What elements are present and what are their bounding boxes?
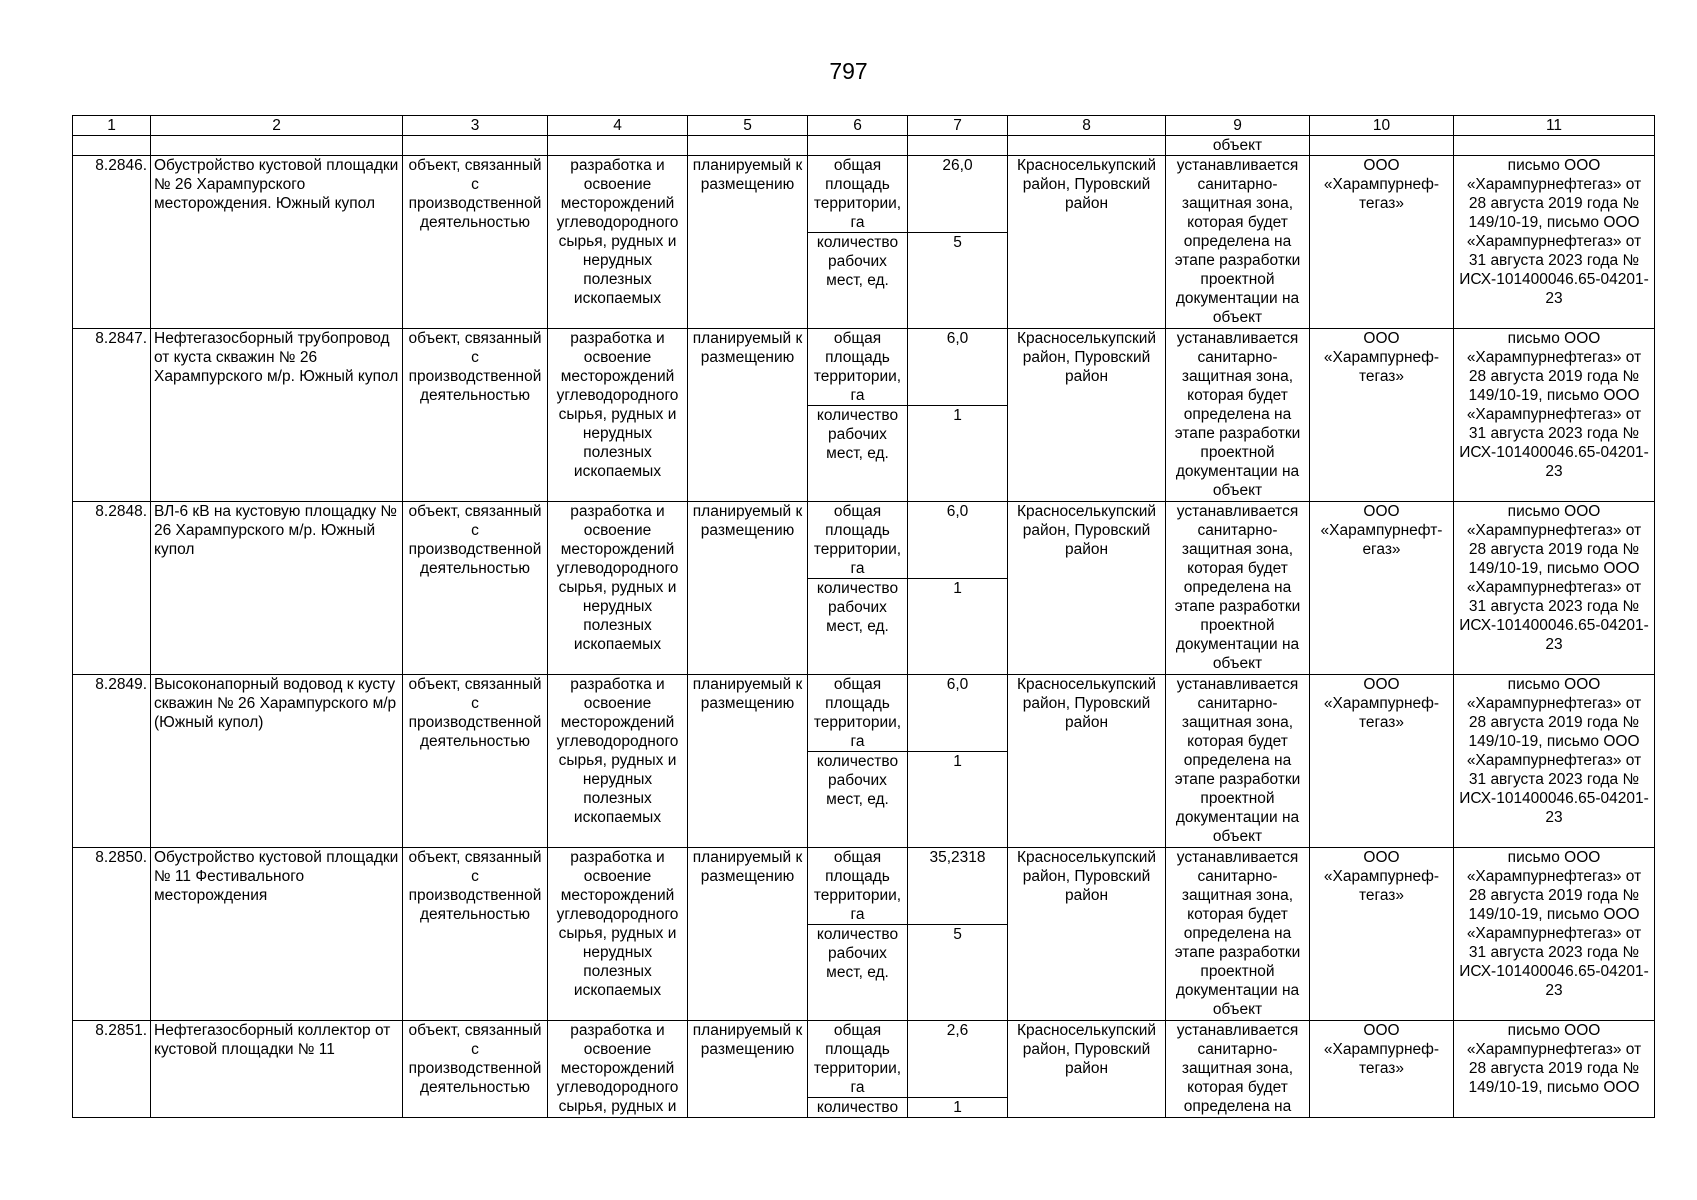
parameter-name: общая площадь территории, га — [808, 1021, 908, 1098]
object-purpose: разработка и освоение месторождений углеводородного сырья, рудных и нерудных полезных ископаемых — [548, 156, 688, 329]
zone-description: устанавливается санитарно-защитная зона, которая будет определена на — [1166, 1021, 1310, 1118]
zone-description: устанавливается санитарно-защитная зона, которая будет определена на этапе разработки проектной документации на объект — [1166, 156, 1310, 329]
object-location: Красноселькупский район, Пуровский район — [1008, 502, 1166, 675]
parameter-value: 1 — [908, 579, 1008, 675]
parameter-name: общая площадь территории, га — [808, 848, 908, 925]
object-name: Нефтегазосборный трубопровод от куста скважин № 26 Харампурского м/р. Южный купол — [151, 329, 403, 502]
object-location: Красноселькупский район, Пуровский район — [1008, 156, 1166, 329]
zone-description: устанавливается санитарно-защитная зона, которая будет определена на этапе разработки проектной документации на объект — [1166, 502, 1310, 675]
parameter-value: 6,0 — [908, 502, 1008, 579]
basis-document: письмо ООО «Харампурнефтегаз» от 28 августа 2019 года № 149/10-19, письмо ООО — [1454, 1021, 1655, 1118]
parameter-value: 6,0 — [908, 329, 1008, 406]
parameter-value: 5 — [908, 925, 1008, 1021]
row-number: 8.2847. — [73, 329, 151, 502]
parameter-name: общая площадь территории, га — [808, 329, 908, 406]
object-name: Нефтегазосборный коллектор от кустовой площадки № 11 — [151, 1021, 403, 1118]
column-number: 7 — [908, 116, 1008, 136]
parameter-value: 5 — [908, 233, 1008, 329]
object-name: Обустройство кустовой площадки № 11 Фестивального месторождения — [151, 848, 403, 1021]
basis-document: письмо ООО «Харампурнефтегаз» от 28 августа 2019 года № 149/10-19, письмо ООО «Харампурнефтегаз» от 31 августа 2023 года № ИСХ-101400046.65-04201-23 — [1454, 848, 1655, 1021]
object-name: Высоконапорный водовод к кусту скважин № 26 Харампурского м/р (Южный купол) — [151, 675, 403, 848]
row-number: 8.2850. — [73, 848, 151, 1021]
parameter-name: количество рабочих мест, ед. — [808, 752, 908, 848]
column-number: 2 — [151, 116, 403, 136]
table-row — [73, 675, 1655, 752]
table-rows — [73, 156, 1655, 1118]
object-status: планируемый к размещению — [688, 329, 808, 502]
basis-document: письмо ООО «Харампурнефтегаз» от 28 августа 2019 года № 149/10-19, письмо ООО «Харампурнефтегаз» от 31 августа 2023 года № ИСХ-101400046.65-04201-23 — [1454, 502, 1655, 675]
parameter-value: 1 — [908, 752, 1008, 848]
organization: ООО «Харампурнеф-тегаз» — [1310, 848, 1454, 1021]
object-status: планируемый к размещению — [688, 502, 808, 675]
row-number: 8.2851. — [73, 1021, 151, 1118]
column-number-row — [73, 116, 1655, 136]
parameter-name: количество рабочих мест, ед. — [808, 925, 908, 1021]
table-row — [73, 329, 1655, 406]
object-purpose: разработка и освоение месторождений углеводородного сырья, рудных и — [548, 1021, 688, 1118]
object-status: планируемый к размещению — [688, 1021, 808, 1118]
object-location: Красноселькупский район, Пуровский район — [1008, 329, 1166, 502]
document-table — [72, 115, 1655, 1118]
object-location: Красноселькупский район, Пуровский район — [1008, 848, 1166, 1021]
column-number: 10 — [1310, 116, 1454, 136]
page-number: 797 — [829, 58, 868, 84]
parameter-value: 6,0 — [908, 675, 1008, 752]
object-type: объект, связанный с производственной деятельностью — [403, 156, 548, 329]
organization: ООО «Харампурнефт-егаз» — [1310, 502, 1454, 675]
object-purpose: разработка и освоение месторождений углеводородного сырья, рудных и нерудных полезных ископаемых — [548, 675, 688, 848]
organization: ООО «Харампурнеф-тегаз» — [1310, 156, 1454, 329]
object-status: планируемый к размещению — [688, 675, 808, 848]
object-purpose: разработка и освоение месторождений углеводородного сырья, рудных и нерудных полезных ископаемых — [548, 502, 688, 675]
column-number: 6 — [808, 116, 908, 136]
object-type: объект, связанный с производственной деятельностью — [403, 1021, 548, 1118]
row-number: 8.2848. — [73, 502, 151, 675]
parameter-name: общая площадь территории, га — [808, 675, 908, 752]
column-number: 8 — [1008, 116, 1166, 136]
table-row — [73, 848, 1655, 925]
parameter-name: общая площадь территории, га — [808, 156, 908, 233]
object-location: Красноселькупский район, Пуровский район — [1008, 1021, 1166, 1118]
column-number: 1 — [73, 116, 151, 136]
table-row — [73, 1021, 1655, 1098]
object-status: планируемый к размещению — [688, 848, 808, 1021]
parameter-value: 26,0 — [908, 156, 1008, 233]
organization: ООО «Харампурнеф-тегаз» — [1310, 329, 1454, 502]
column-number: 9 — [1166, 116, 1310, 136]
organization: ООО «Харампурнеф-тегаз» — [1310, 675, 1454, 848]
continuation-row — [73, 136, 1655, 156]
row-number: 8.2846. — [73, 156, 151, 329]
basis-document: письмо ООО «Харампурнефтегаз» от 28 августа 2019 года № 149/10-19, письмо ООО «Харампурнефтегаз» от 31 августа 2023 года № ИСХ-101400046.65-04201-23 — [1454, 675, 1655, 848]
object-location: Красноселькупский район, Пуровский район — [1008, 675, 1166, 848]
parameter-name: общая площадь территории, га — [808, 502, 908, 579]
zone-description: устанавливается санитарно-защитная зона, которая будет определена на этапе разработки проектной документации на объект — [1166, 329, 1310, 502]
parameter-name: количество рабочих мест, ед. — [808, 406, 908, 502]
object-name: ВЛ-6 кВ на кустовую площадку № 26 Харампурского м/р. Южный купол — [151, 502, 403, 675]
zone-description: устанавливается санитарно-защитная зона, которая будет определена на этапе разработки проектной документации на объект — [1166, 675, 1310, 848]
parameter-value: 2,6 — [908, 1021, 1008, 1098]
object-type: объект, связанный с производственной деятельностью — [403, 848, 548, 1021]
object-purpose: разработка и освоение месторождений углеводородного сырья, рудных и нерудных полезных ископаемых — [548, 329, 688, 502]
object-purpose: разработка и освоение месторождений углеводородного сырья, рудных и нерудных полезных ископаемых — [548, 848, 688, 1021]
parameter-value: 35,2318 — [908, 848, 1008, 925]
basis-document: письмо ООО «Харампурнефтегаз» от 28 августа 2019 года № 149/10-19, письмо ООО «Харампурнефтегаз» от 31 августа 2023 года № ИСХ-101400046.65-04201-23 — [1454, 156, 1655, 329]
object-name: Обустройство кустовой площадки № 26 Харампурского месторождения. Южный купол — [151, 156, 403, 329]
continuation-text: объект — [1166, 136, 1310, 156]
row-number: 8.2849. — [73, 675, 151, 848]
table-row — [73, 502, 1655, 579]
column-number: 4 — [548, 116, 688, 136]
column-number: 3 — [403, 116, 548, 136]
object-status: планируемый к размещению — [688, 156, 808, 329]
organization: ООО «Харампурнеф-тегаз» — [1310, 1021, 1454, 1118]
parameter-value: 1 — [908, 406, 1008, 502]
object-type: объект, связанный с производственной деятельностью — [403, 675, 548, 848]
parameter-name: количество рабочих мест, ед. — [808, 579, 908, 675]
column-number: 5 — [688, 116, 808, 136]
basis-document: письмо ООО «Харампурнефтегаз» от 28 августа 2019 года № 149/10-19, письмо ООО «Харампурнефтегаз» от 31 августа 2023 года № ИСХ-101400046.65-04201-23 — [1454, 329, 1655, 502]
parameter-name: количество — [808, 1098, 908, 1118]
zone-description: устанавливается санитарно-защитная зона, которая будет определена на этапе разработки проектной документации на объект — [1166, 848, 1310, 1021]
parameter-name: количество рабочих мест, ед. — [808, 233, 908, 329]
object-type: объект, связанный с производственной деятельностью — [403, 329, 548, 502]
parameter-value: 1 — [908, 1098, 1008, 1118]
object-type: объект, связанный с производственной деятельностью — [403, 502, 548, 675]
table-row — [73, 156, 1655, 233]
column-number: 11 — [1454, 116, 1655, 136]
